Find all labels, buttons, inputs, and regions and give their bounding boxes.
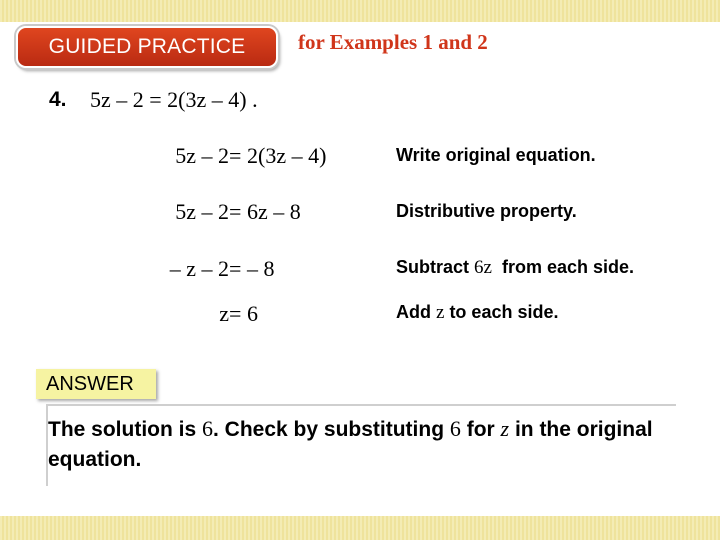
step-equals: = bbox=[229, 256, 242, 281]
answer-text bbox=[48, 414, 688, 475]
top-decor-stripe bbox=[0, 0, 720, 22]
answer-text-part: in the original equation. bbox=[48, 418, 653, 471]
step-note-text: Subtract bbox=[396, 257, 475, 277]
answer-text-part: The solution is bbox=[48, 418, 203, 441]
answer-text-part: . Check by substituting bbox=[213, 418, 450, 441]
answer-text-part: for bbox=[460, 418, 501, 441]
guided-practice-banner: GUIDED PRACTICE bbox=[16, 26, 278, 68]
step-note-text: Add bbox=[396, 302, 436, 322]
step-note-variable: 6z bbox=[474, 257, 492, 278]
step-rhs: – 8 bbox=[247, 256, 275, 281]
step-lhs: z bbox=[219, 301, 229, 326]
step-lhs: 5z – 2 bbox=[175, 199, 229, 224]
step-note: Write original equation. bbox=[396, 145, 596, 165]
step-lhs: 5z – 2 bbox=[175, 143, 229, 168]
answer-value: 6 bbox=[449, 416, 461, 441]
step-rhs: 6 bbox=[247, 301, 258, 326]
step-equals: = bbox=[229, 199, 242, 224]
step-rhs: 2(3z – 4) bbox=[247, 143, 327, 168]
bottom-decor-stripe bbox=[0, 516, 720, 540]
step-note: Distributive property. bbox=[396, 201, 577, 221]
step-note bbox=[396, 302, 558, 324]
step-note-variable: z bbox=[436, 302, 445, 323]
answer-variable: z bbox=[500, 416, 510, 441]
header bbox=[0, 22, 720, 66]
answer-value: 6 bbox=[202, 416, 214, 441]
answer-label: ANSWER bbox=[36, 369, 156, 399]
problem-equation: 5z – 2 = 2(3z – 4) . bbox=[90, 87, 258, 112]
header-subtitle: for Examples 1 and 2 bbox=[298, 30, 488, 54]
problem-number: 4. bbox=[49, 88, 67, 111]
step-note-text: to each side. bbox=[444, 302, 559, 322]
step-note-text: from each side. bbox=[491, 257, 635, 277]
step-equals: = bbox=[229, 301, 242, 326]
step-equals: = bbox=[229, 143, 242, 168]
step-rhs: 6z – 8 bbox=[247, 199, 301, 224]
step-lhs: – z – 2 bbox=[169, 256, 229, 281]
step-note bbox=[396, 257, 634, 279]
